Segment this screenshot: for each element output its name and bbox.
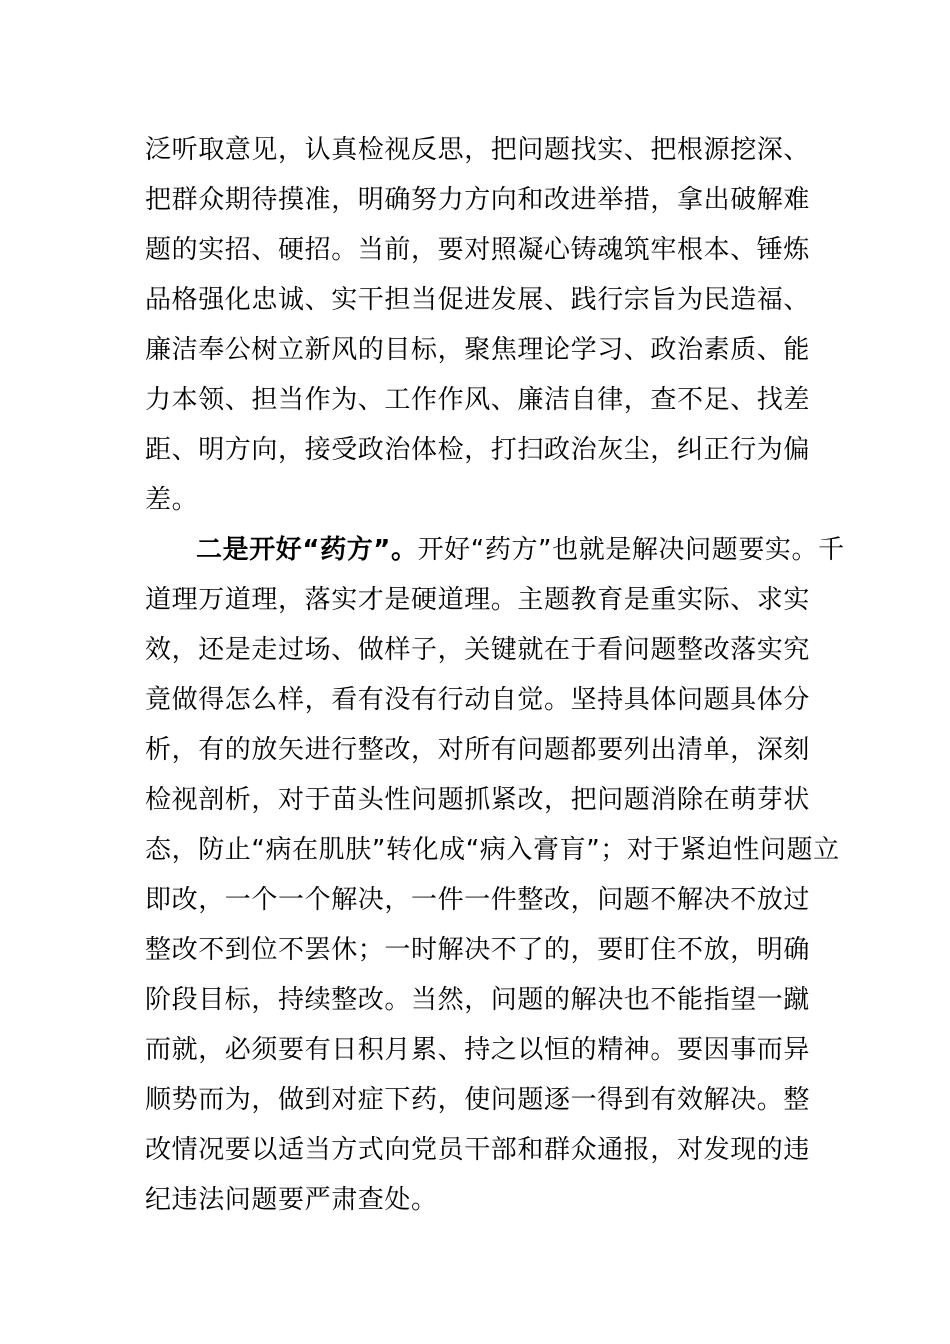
body-text-line: 即改，一个一个解决，一件一件整改，问题不解决不放过 bbox=[145, 885, 811, 915]
body-text-line: 阶段目标，持续整改。当然，问题的解决也不能指望一蹴 bbox=[145, 985, 811, 1015]
body-text-line: 检视剖析，对于苗头性问题抓紧改，把问题消除在萌芽状 bbox=[145, 785, 811, 815]
body-text-line: 析，有的放矢进行整改，对所有问题都要列出清单，深刻 bbox=[145, 735, 811, 765]
body-text-line: 态，防止“病在肌肤”转化成“病入膏肓”；对于紧迫性问题立 bbox=[145, 835, 840, 865]
body-text-line: 力本领、担当作为、工作作风、廉洁自律，查不足、找差 bbox=[145, 385, 811, 415]
paragraph-heading: 二是开好“药方”。 bbox=[196, 535, 418, 565]
body-text-line: 改情况要以适当方式向党员干部和群众通报，对发现的违 bbox=[145, 1135, 811, 1165]
body-text-line: 效，还是走过场、做样子，关键就在于看问题整改落实究 bbox=[145, 635, 811, 665]
body-text-line: 而就，必须要有日积月累、持之以恒的精神。要因事而异 bbox=[145, 1035, 811, 1065]
body-text-line: 题的实招、硬招。当前，要对照凝心铸魂筑牢根本、锤炼 bbox=[145, 235, 811, 265]
body-text-line: 差。 bbox=[145, 485, 199, 515]
body-text-line: 竟做得怎么样，看有没有行动自觉。坚持具体问题具体分 bbox=[145, 685, 811, 715]
body-text-line: 距、明方向，接受政治体检，打扫政治灰尘，纠正行为偏 bbox=[145, 435, 811, 465]
body-text-line: 道理万道理，落实才是硬道理。主题教育是重实际、求实 bbox=[145, 585, 811, 615]
body-text-line: 把群众期待摸准，明确努力方向和改进举措，拿出破解难 bbox=[145, 185, 811, 215]
body-text-run: 开好“药方”也就是解决问题要实。千 bbox=[417, 535, 845, 565]
body-text-line: 泛听取意见，认真检视反思，把问题找实、把根源挖深、 bbox=[145, 135, 811, 165]
body-text-line: 纪违法问题要严肃查处。 bbox=[145, 1185, 438, 1215]
body-text-line: 廉洁奉公树立新风的目标，聚焦理论学习、政治素质、能 bbox=[145, 335, 811, 365]
body-text-line: 顺势而为，做到对症下药，使问题逐一得到有效解决。整 bbox=[145, 1085, 811, 1115]
body-text-line: 品格强化忠诚、实干担当促进发展、践行宗旨为民造福、 bbox=[145, 285, 811, 315]
paragraph-first-line bbox=[196, 528, 845, 572]
body-text-line: 整改不到位不罢休；一时解决不了的，要盯住不放，明确 bbox=[145, 935, 811, 965]
